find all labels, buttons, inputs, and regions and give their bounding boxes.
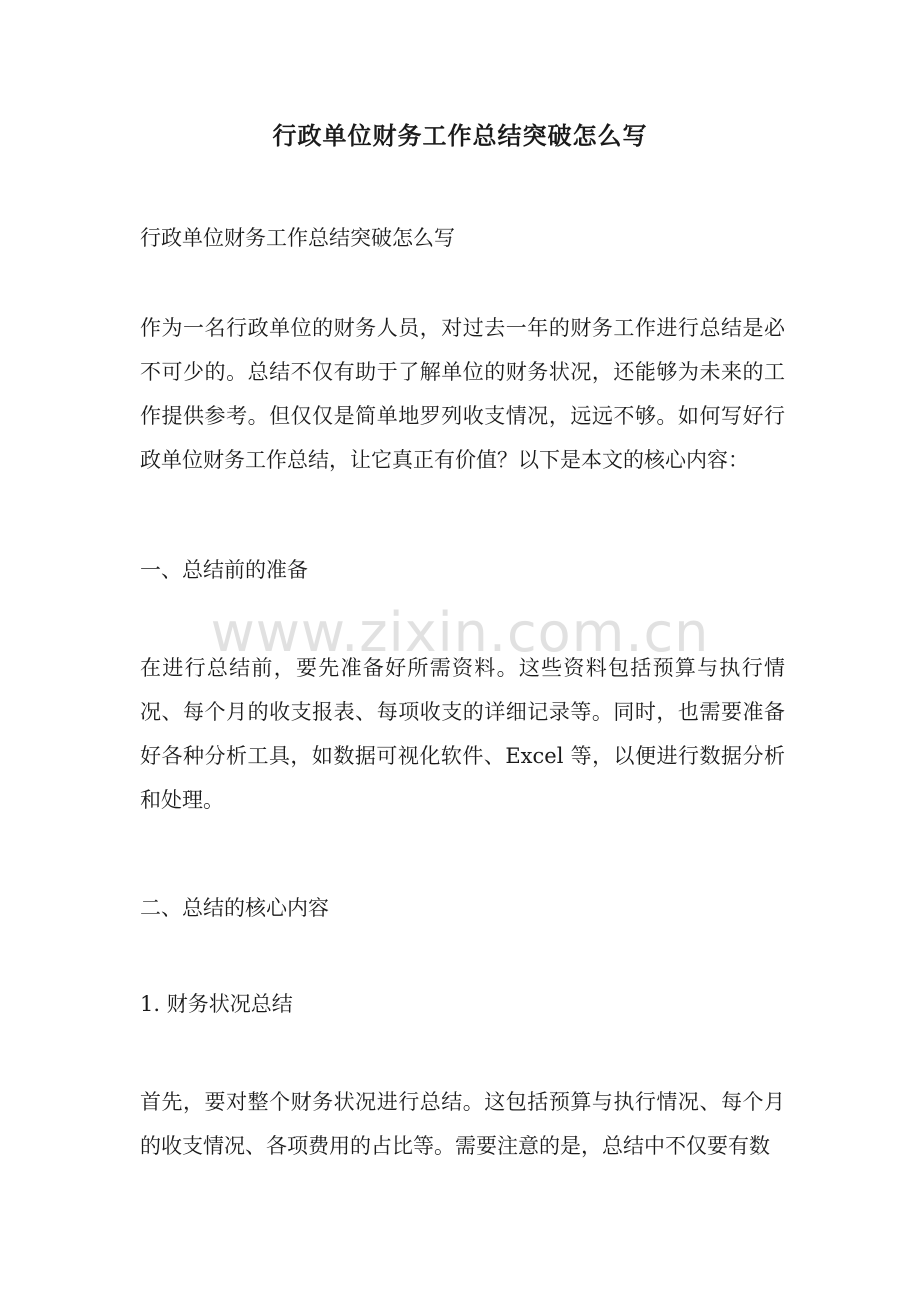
- document-subtitle: 行政单位财务工作总结突破怎么写: [140, 226, 455, 250]
- intro-paragraph: 作为一名行政单位的财务人员，对过去一年的财务工作进行总结是必不可少的。总结不仅有助于了解单位的财务状况，还能够为未来的工作提供参考。但仅仅是简单地罗列收支情况，远远不够。如何写好行政单位财务工作总结，让它真正有价值？以下是本文的核心内容：: [140, 316, 785, 472]
- section-heading-core-content: 二、总结的核心内容: [140, 896, 329, 920]
- financial-status-paragraph: 首先，要对整个财务状况进行总结。这包括预算与执行情况、每个月的收支情况、各项费用的占比等。需要注意的是，总结中不仅要有数: [140, 1090, 785, 1158]
- document-title: 行政单位财务工作总结突破怎么写: [272, 121, 648, 150]
- watermark-text: www.zixin.com.cn: [210, 601, 710, 664]
- section-heading-preparation: 一、总结前的准备: [140, 558, 308, 582]
- preparation-paragraph: 在进行总结前，要先准备好所需资料。这些资料包括预算与执行情况、每个月的收支报表、每项收支的详细记录等。同时，也需要准备好各种分析工具，如数据可视化软件、Excel 等，以便进行数据分析和处理。: [140, 656, 785, 812]
- subsection-heading-financial-status: 1. 财务状况总结: [140, 992, 293, 1016]
